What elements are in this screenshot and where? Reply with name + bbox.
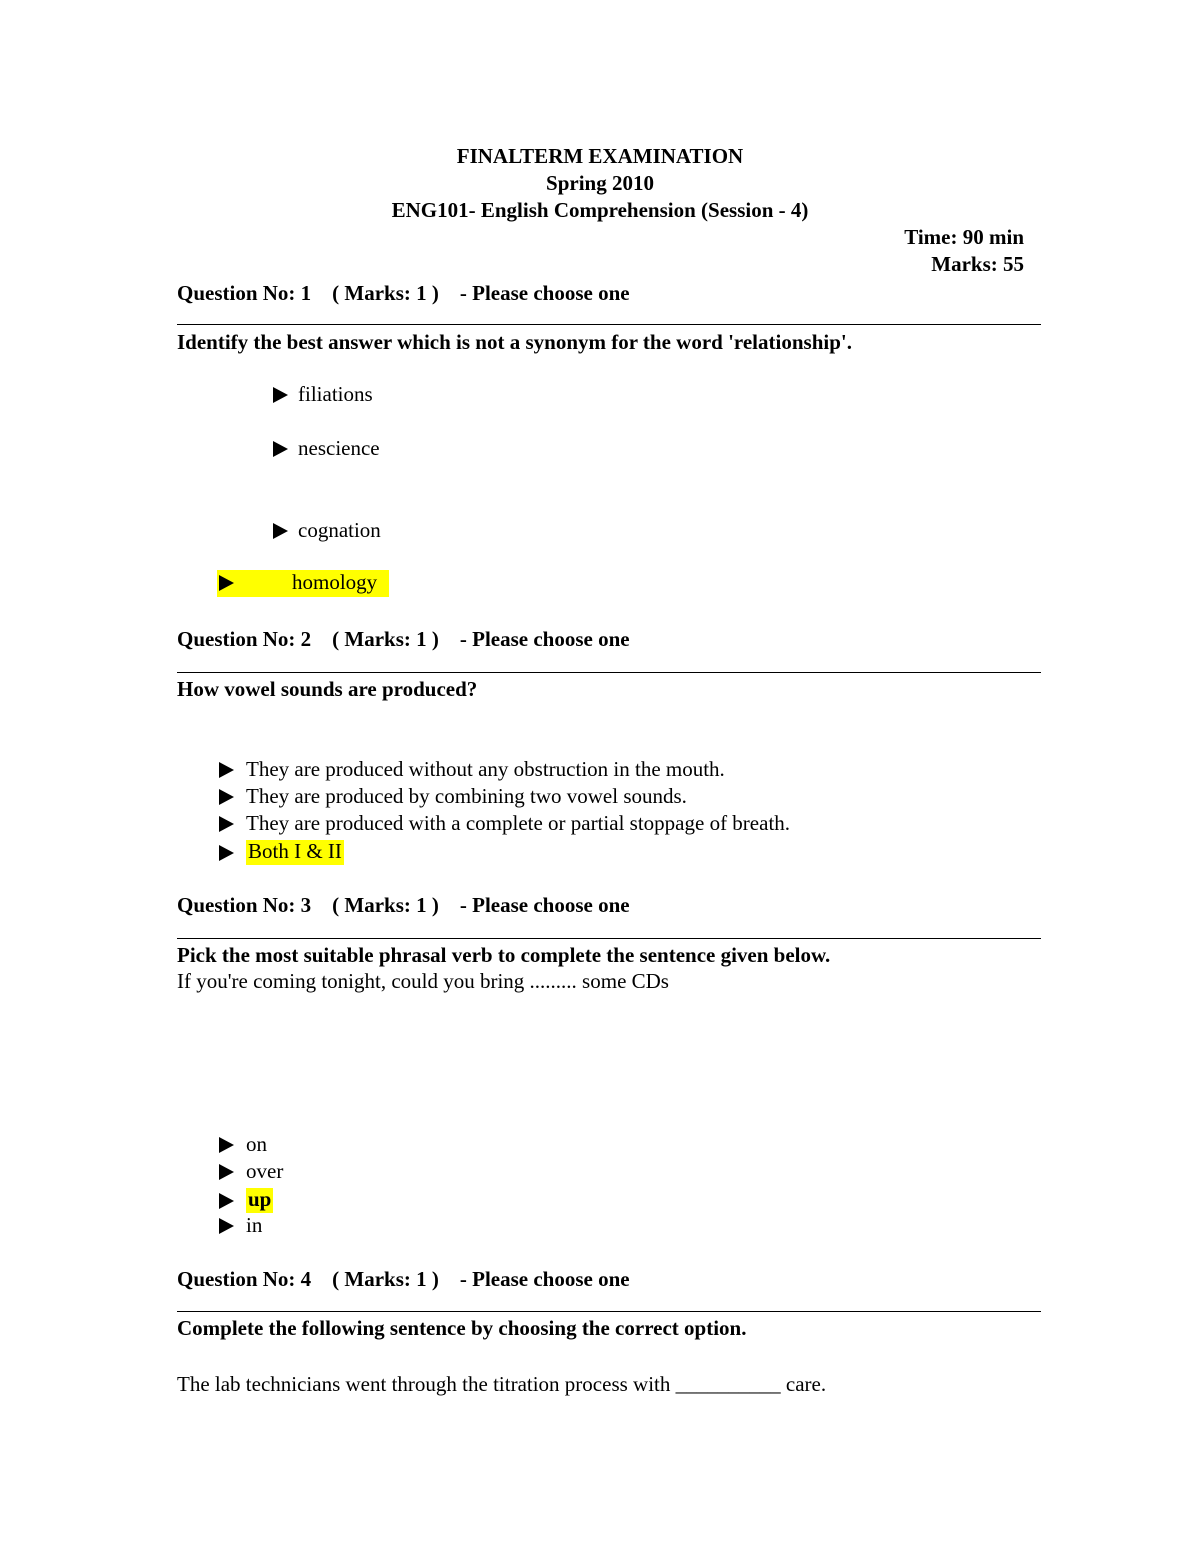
option-label: homology <box>292 570 378 594</box>
triangle-right-icon <box>219 1218 234 1234</box>
option-label: filiations <box>298 382 373 406</box>
exam-marks: Marks: 55 <box>931 252 1024 276</box>
question-2-header: Question No: 2 ( Marks: 1 ) - Please choose one <box>177 627 630 651</box>
question-2-option-2[interactable] <box>219 786 687 807</box>
option-label: up <box>248 1187 272 1211</box>
course-title: ENG101- English Comprehension (Session - 4) <box>391 198 809 222</box>
question-1-option-4[interactable] <box>217 570 389 597</box>
option-label: They are produced without any obstruction in the mouth. <box>246 757 725 781</box>
triangle-right-icon <box>219 1137 234 1153</box>
option-label: cognation <box>298 518 381 542</box>
question-1-prompt: Identify the best answer which is not a synonym for the word 'relationship'. <box>177 330 852 354</box>
option-label: Both I & II <box>248 839 342 863</box>
question-2-prompt: How vowel sounds are produced? <box>177 677 478 701</box>
option-label: on <box>246 1132 267 1156</box>
question-3-header: Question No: 3 ( Marks: 1 ) - Please choose one <box>177 893 630 917</box>
question-3-prompt: Pick the most suitable phrasal verb to complete the sentence given below. <box>177 943 831 967</box>
triangle-right-icon <box>273 387 288 403</box>
divider-rule <box>177 1311 1041 1312</box>
question-3-option-1[interactable] <box>219 1134 267 1155</box>
question-2-option-4[interactable] <box>219 840 344 865</box>
question-3-option-3[interactable] <box>219 1188 273 1213</box>
exam-term: Spring 2010 <box>546 171 654 195</box>
question-1-option-1[interactable] <box>273 384 373 405</box>
question-4-prompt: Complete the following sentence by choosing the correct option. <box>177 1316 747 1340</box>
exam-time: Time: 90 min <box>904 225 1024 249</box>
question-3-sentence: If you're coming tonight, could you bring ......... some CDs <box>177 969 669 993</box>
exam-title: FINALTERM EXAMINATION <box>456 144 744 168</box>
triangle-right-icon <box>273 441 288 457</box>
triangle-right-icon <box>219 1164 234 1180</box>
question-3-option-4[interactable] <box>219 1215 262 1236</box>
option-label: over <box>246 1159 284 1183</box>
question-4-header: Question No: 4 ( Marks: 1 ) - Please choose one <box>177 1267 630 1291</box>
question-2-option-1[interactable] <box>219 759 725 780</box>
triangle-right-icon <box>219 1193 234 1209</box>
divider-rule <box>177 938 1041 939</box>
triangle-right-icon <box>273 523 288 539</box>
question-1-header: Question No: 1 ( Marks: 1 ) - Please choose one <box>177 281 630 305</box>
triangle-right-icon <box>219 816 234 832</box>
option-label: They are produced by combining two vowel sounds. <box>246 784 687 808</box>
question-3-option-2[interactable] <box>219 1161 283 1182</box>
triangle-right-icon <box>219 789 234 805</box>
triangle-right-icon <box>219 845 234 861</box>
divider-rule <box>177 324 1041 325</box>
question-1-option-2[interactable] <box>273 438 380 459</box>
option-label: in <box>246 1213 263 1237</box>
triangle-right-icon <box>219 575 234 591</box>
option-label: They are produced with a complete or partial stoppage of breath. <box>246 811 791 835</box>
option-label: nescience <box>298 436 380 460</box>
question-4-sentence: The lab technicians went through the titration process with __________ care. <box>177 1372 827 1396</box>
question-1-option-3[interactable] <box>273 520 381 541</box>
divider-rule <box>177 672 1041 673</box>
question-2-option-3[interactable] <box>219 813 790 834</box>
triangle-right-icon <box>219 762 234 778</box>
